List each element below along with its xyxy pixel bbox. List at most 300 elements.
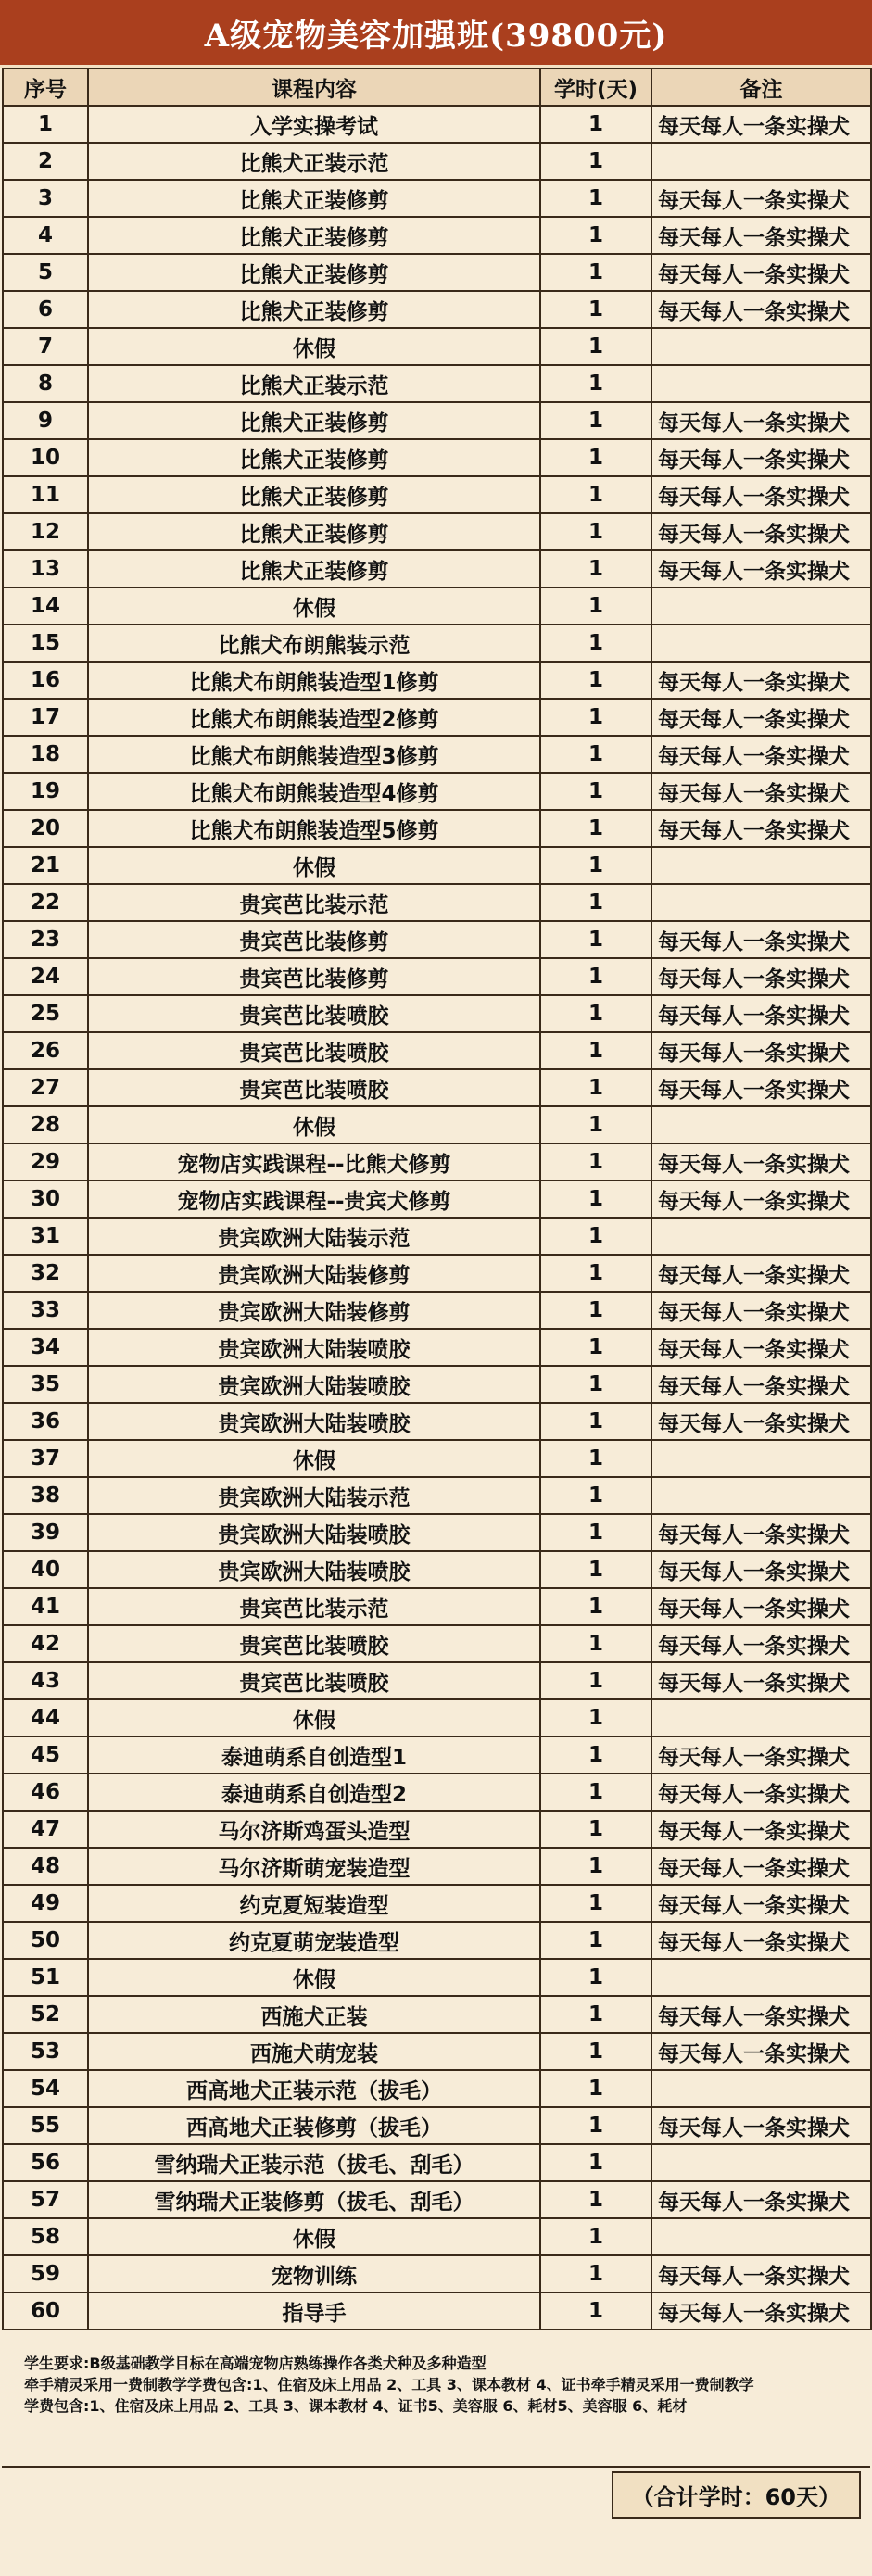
row-no: 6 [3, 291, 88, 328]
row-no: 47 [3, 1811, 88, 1848]
row-no: 13 [3, 550, 88, 587]
row-note: 每天每人一条实操犬 [651, 217, 871, 254]
table-row [3, 2292, 871, 2330]
row-note [651, 1106, 871, 1143]
row-note: 每天每人一条实操犬 [651, 773, 871, 810]
table-row [3, 1848, 871, 1885]
row-content: 比熊犬正装修剪 [88, 402, 540, 439]
row-note: 每天每人一条实操犬 [651, 1403, 871, 1440]
row-hours: 1 [540, 625, 651, 662]
row-note: 每天每人一条实操犬 [651, 1774, 871, 1811]
row-note: 每天每人一条实操犬 [651, 254, 871, 291]
table-row [3, 1551, 871, 1588]
row-content: 比熊犬布朗熊装造型4修剪 [88, 773, 540, 810]
row-no: 43 [3, 1662, 88, 1699]
row-note: 每天每人一条实操犬 [651, 995, 871, 1032]
row-no: 10 [3, 439, 88, 476]
row-no: 49 [3, 1885, 88, 1922]
row-content: 休假 [88, 847, 540, 884]
row-no: 11 [3, 476, 88, 513]
row-hours: 1 [540, 1996, 651, 2033]
table-row [3, 291, 871, 328]
course-table [2, 68, 872, 2330]
row-content: 比熊犬正装修剪 [88, 291, 540, 328]
row-no: 28 [3, 1106, 88, 1143]
row-no: 33 [3, 1292, 88, 1329]
table-row [3, 402, 871, 439]
row-hours: 1 [540, 1477, 651, 1514]
table-row [3, 1292, 871, 1329]
table-row [3, 1514, 871, 1551]
row-no: 46 [3, 1774, 88, 1811]
row-no: 52 [3, 1996, 88, 2033]
row-content: 贵宾欧洲大陆装示范 [88, 1477, 540, 1514]
row-hours: 1 [540, 1774, 651, 1811]
row-note: 每天每人一条实操犬 [651, 1625, 871, 1662]
row-hours: 1 [540, 365, 651, 402]
footer-notes [2, 2330, 870, 2468]
row-hours: 1 [540, 1143, 651, 1181]
row-no: 58 [3, 2218, 88, 2255]
footer-line-fees-2: 学费包含:1、住宿及床上用品 2、工具 3、课本教材 4、证书5、美容服 6、耗材5、美容服 6、耗材 [24, 2397, 688, 2415]
row-content: 贵宾芭比装喷胶 [88, 1625, 540, 1662]
row-hours: 1 [540, 1218, 651, 1255]
row-hours: 1 [540, 1106, 651, 1143]
row-note: 每天每人一条实操犬 [651, 2107, 871, 2144]
total-row [0, 2468, 872, 2521]
row-note [651, 847, 871, 884]
row-content: 比熊犬正装修剪 [88, 513, 540, 550]
row-note: 每天每人一条实操犬 [651, 180, 871, 217]
header-content: 课程内容 [88, 69, 540, 106]
table-row [3, 2255, 871, 2292]
row-note [651, 1699, 871, 1736]
table-row [3, 1811, 871, 1848]
table-row [3, 180, 871, 217]
table-row [3, 1885, 871, 1922]
table-row [3, 1069, 871, 1106]
table-row [3, 1403, 871, 1440]
row-hours: 1 [540, 1588, 651, 1625]
row-note: 每天每人一条实操犬 [651, 736, 871, 773]
row-note: 每天每人一条实操犬 [651, 662, 871, 699]
row-note: 每天每人一条实操犬 [651, 550, 871, 587]
row-note: 每天每人一条实操犬 [651, 402, 871, 439]
row-note [651, 625, 871, 662]
row-no: 24 [3, 958, 88, 995]
row-content: 宠物店实践课程--贵宾犬修剪 [88, 1181, 540, 1218]
row-content: 休假 [88, 2218, 540, 2255]
row-no: 35 [3, 1366, 88, 1403]
row-content: 西施犬正装 [88, 1996, 540, 2033]
table-row [3, 1366, 871, 1403]
row-no: 22 [3, 884, 88, 921]
table-row [3, 476, 871, 513]
row-hours: 1 [540, 1811, 651, 1848]
row-hours: 1 [540, 1069, 651, 1106]
table-row [3, 1922, 871, 1959]
row-content: 贵宾欧洲大陆装喷胶 [88, 1366, 540, 1403]
table-row [3, 217, 871, 254]
row-hours: 1 [540, 106, 651, 143]
row-note: 每天每人一条实操犬 [651, 1032, 871, 1069]
row-note: 每天每人一条实操犬 [651, 2292, 871, 2330]
row-no: 21 [3, 847, 88, 884]
row-content: 贵宾欧洲大陆装喷胶 [88, 1403, 540, 1440]
row-no: 51 [3, 1959, 88, 1996]
row-no: 44 [3, 1699, 88, 1736]
row-hours: 1 [540, 1329, 651, 1366]
row-hours: 1 [540, 1885, 651, 1922]
row-no: 16 [3, 662, 88, 699]
row-note: 每天每人一条实操犬 [651, 1885, 871, 1922]
table-row [3, 1440, 871, 1477]
row-no: 8 [3, 365, 88, 402]
row-hours: 1 [540, 699, 651, 736]
row-content: 宠物训练 [88, 2255, 540, 2292]
row-hours: 1 [540, 2070, 651, 2107]
row-no: 18 [3, 736, 88, 773]
row-hours: 1 [540, 2218, 651, 2255]
row-hours: 1 [540, 773, 651, 810]
row-no: 57 [3, 2181, 88, 2218]
row-hours: 1 [540, 958, 651, 995]
table-row [3, 1218, 871, 1255]
table-row [3, 1329, 871, 1366]
table-row [3, 847, 871, 884]
row-content: 马尔济斯鸡蛋头造型 [88, 1811, 540, 1848]
row-note [651, 1959, 871, 1996]
table-row [3, 699, 871, 736]
row-note [651, 365, 871, 402]
row-note [651, 1477, 871, 1514]
table-row [3, 1032, 871, 1069]
row-content: 比熊犬正装修剪 [88, 550, 540, 587]
row-hours: 1 [540, 587, 651, 625]
table-row [3, 1181, 871, 1218]
row-content: 西施犬萌宠装 [88, 2033, 540, 2070]
row-note [651, 1218, 871, 1255]
row-hours: 1 [540, 513, 651, 550]
row-content: 雪纳瑞犬正装示范（拔毛、刮毛） [88, 2144, 540, 2181]
row-hours: 1 [540, 1699, 651, 1736]
row-content: 贵宾芭比装修剪 [88, 921, 540, 958]
table-row [3, 106, 871, 143]
table-row [3, 884, 871, 921]
row-no: 26 [3, 1032, 88, 1069]
row-no: 17 [3, 699, 88, 736]
row-note: 每天每人一条实操犬 [651, 1514, 871, 1551]
table-row [3, 1959, 871, 1996]
row-note: 每天每人一条实操犬 [651, 439, 871, 476]
row-content: 比熊犬正装修剪 [88, 476, 540, 513]
row-content: 比熊犬布朗熊装示范 [88, 625, 540, 662]
table-row [3, 550, 871, 587]
row-hours: 1 [540, 921, 651, 958]
row-no: 53 [3, 2033, 88, 2070]
row-hours: 1 [540, 884, 651, 921]
table-row [3, 2218, 871, 2255]
row-hours: 1 [540, 2255, 651, 2292]
row-hours: 1 [540, 1959, 651, 1996]
row-note: 每天每人一条实操犬 [651, 810, 871, 847]
row-no: 40 [3, 1551, 88, 1588]
row-content: 比熊犬正装修剪 [88, 217, 540, 254]
table-row [3, 365, 871, 402]
row-hours: 1 [540, 550, 651, 587]
row-note [651, 2218, 871, 2255]
row-content: 贵宾欧洲大陆装修剪 [88, 1255, 540, 1292]
row-hours: 1 [540, 291, 651, 328]
table-row [3, 810, 871, 847]
row-no: 55 [3, 2107, 88, 2144]
row-content: 宠物店实践课程--比熊犬修剪 [88, 1143, 540, 1181]
row-content: 贵宾芭比装修剪 [88, 958, 540, 995]
row-note: 每天每人一条实操犬 [651, 1292, 871, 1329]
row-no: 41 [3, 1588, 88, 1625]
table-row [3, 1699, 871, 1736]
row-no: 56 [3, 2144, 88, 2181]
table-row [3, 439, 871, 476]
row-content: 贵宾芭比装示范 [88, 884, 540, 921]
row-content: 西高地犬正装示范（拔毛） [88, 2070, 540, 2107]
table-row [3, 143, 871, 180]
table-row [3, 587, 871, 625]
row-no: 39 [3, 1514, 88, 1551]
row-no: 12 [3, 513, 88, 550]
row-content: 比熊犬正装示范 [88, 143, 540, 180]
row-hours: 1 [540, 2107, 651, 2144]
row-no: 7 [3, 328, 88, 365]
row-hours: 1 [540, 180, 651, 217]
row-content: 比熊犬正装修剪 [88, 254, 540, 291]
table-row [3, 1106, 871, 1143]
row-hours: 1 [540, 402, 651, 439]
row-no: 14 [3, 587, 88, 625]
row-note: 每天每人一条实操犬 [651, 1143, 871, 1181]
row-note [651, 328, 871, 365]
row-hours: 1 [540, 810, 651, 847]
page-title: A级宠物美容加强班(39800元) [0, 0, 872, 68]
row-no: 42 [3, 1625, 88, 1662]
table-row [3, 2181, 871, 2218]
row-content: 休假 [88, 587, 540, 625]
row-note: 每天每人一条实操犬 [651, 1811, 871, 1848]
row-content: 休假 [88, 328, 540, 365]
table-row [3, 1774, 871, 1811]
row-no: 59 [3, 2255, 88, 2292]
row-no: 50 [3, 1922, 88, 1959]
row-content: 休假 [88, 1699, 540, 1736]
row-no: 36 [3, 1403, 88, 1440]
row-content: 比熊犬布朗熊装造型3修剪 [88, 736, 540, 773]
header-no: 序号 [3, 69, 88, 106]
table-row [3, 1996, 871, 2033]
row-note [651, 587, 871, 625]
row-no: 25 [3, 995, 88, 1032]
row-hours: 1 [540, 439, 651, 476]
row-no: 32 [3, 1255, 88, 1292]
table-row [3, 921, 871, 958]
table-row [3, 736, 871, 773]
row-no: 4 [3, 217, 88, 254]
row-no: 27 [3, 1069, 88, 1106]
table-row [3, 1143, 871, 1181]
header-hours: 学时(天) [540, 69, 651, 106]
table-row [3, 2107, 871, 2144]
row-content: 比熊犬布朗熊装造型1修剪 [88, 662, 540, 699]
row-hours: 1 [540, 476, 651, 513]
row-note: 每天每人一条实操犬 [651, 1736, 871, 1774]
table-row [3, 773, 871, 810]
row-no: 15 [3, 625, 88, 662]
table-row [3, 2070, 871, 2107]
row-note: 每天每人一条实操犬 [651, 1588, 871, 1625]
row-no: 45 [3, 1736, 88, 1774]
row-note [651, 2144, 871, 2181]
row-note: 每天每人一条实操犬 [651, 2181, 871, 2218]
row-note [651, 1440, 871, 1477]
row-no: 9 [3, 402, 88, 439]
row-content: 入学实操考试 [88, 106, 540, 143]
row-hours: 1 [540, 1662, 651, 1699]
footer-line-fees-1: 牵手精灵采用一费制教学学费包含:1、住宿及床上用品 2、工具 3、课本教材 4、证书牵手精灵采用一费制教学 [24, 2376, 754, 2393]
row-note: 每天每人一条实操犬 [651, 699, 871, 736]
total-hours-badge: （合计学时：60天） [612, 2471, 861, 2519]
row-hours: 1 [540, 1848, 651, 1885]
row-note: 每天每人一条实操犬 [651, 476, 871, 513]
row-no: 60 [3, 2292, 88, 2330]
row-hours: 1 [540, 1032, 651, 1069]
row-content: 贵宾芭比装喷胶 [88, 995, 540, 1032]
row-content: 约克夏短装造型 [88, 1885, 540, 1922]
row-no: 30 [3, 1181, 88, 1218]
table-row [3, 958, 871, 995]
row-content: 约克夏萌宠装造型 [88, 1922, 540, 1959]
row-note: 每天每人一条实操犬 [651, 2033, 871, 2070]
row-no: 54 [3, 2070, 88, 2107]
row-hours: 1 [540, 1292, 651, 1329]
row-hours: 1 [540, 2292, 651, 2330]
table-row [3, 1477, 871, 1514]
row-hours: 1 [540, 328, 651, 365]
row-content: 贵宾欧洲大陆装示范 [88, 1218, 540, 1255]
row-content: 休假 [88, 1959, 540, 1996]
row-hours: 1 [540, 2181, 651, 2218]
row-note: 每天每人一条实操犬 [651, 1329, 871, 1366]
row-content: 指导手 [88, 2292, 540, 2330]
row-note: 每天每人一条实操犬 [651, 921, 871, 958]
row-content: 贵宾欧洲大陆装修剪 [88, 1292, 540, 1329]
row-note: 每天每人一条实操犬 [651, 1996, 871, 2033]
row-no: 31 [3, 1218, 88, 1255]
row-no: 1 [3, 106, 88, 143]
row-hours: 1 [540, 2144, 651, 2181]
table-row [3, 2144, 871, 2181]
row-note: 每天每人一条实操犬 [651, 291, 871, 328]
row-content: 泰迪萌系自创造型1 [88, 1736, 540, 1774]
row-hours: 1 [540, 1440, 651, 1477]
table-row [3, 1588, 871, 1625]
row-hours: 1 [540, 2033, 651, 2070]
row-content: 贵宾芭比装喷胶 [88, 1032, 540, 1069]
row-hours: 1 [540, 1366, 651, 1403]
row-hours: 1 [540, 1403, 651, 1440]
row-no: 37 [3, 1440, 88, 1477]
row-no: 38 [3, 1477, 88, 1514]
row-content: 泰迪萌系自创造型2 [88, 1774, 540, 1811]
row-content: 西高地犬正装修剪（拔毛） [88, 2107, 540, 2144]
table-row [3, 1662, 871, 1699]
row-content: 马尔济斯萌宠装造型 [88, 1848, 540, 1885]
table-row [3, 254, 871, 291]
row-note [651, 2070, 871, 2107]
row-hours: 1 [540, 995, 651, 1032]
row-content: 贵宾欧洲大陆装喷胶 [88, 1329, 540, 1366]
row-no: 29 [3, 1143, 88, 1181]
row-content: 比熊犬正装修剪 [88, 180, 540, 217]
row-note [651, 884, 871, 921]
footer-line-requirement: 学生要求:B级基础教学目标在高端宠物店熟练操作各类犬种及多种造型 [24, 2355, 487, 2372]
row-content: 比熊犬正装示范 [88, 365, 540, 402]
table-row [3, 1736, 871, 1774]
row-no: 23 [3, 921, 88, 958]
row-hours: 1 [540, 1181, 651, 1218]
row-no: 2 [3, 143, 88, 180]
row-note: 每天每人一条实操犬 [651, 2255, 871, 2292]
row-content: 贵宾欧洲大陆装喷胶 [88, 1514, 540, 1551]
table-row [3, 625, 871, 662]
table-row [3, 513, 871, 550]
row-hours: 1 [540, 1514, 651, 1551]
row-content: 比熊犬布朗熊装造型5修剪 [88, 810, 540, 847]
row-no: 48 [3, 1848, 88, 1885]
table-row [3, 328, 871, 365]
row-content: 贵宾芭比装喷胶 [88, 1662, 540, 1699]
table-header-row [3, 69, 871, 106]
row-content: 贵宾芭比装示范 [88, 1588, 540, 1625]
row-content: 贵宾芭比装喷胶 [88, 1069, 540, 1106]
row-hours: 1 [540, 217, 651, 254]
row-note: 每天每人一条实操犬 [651, 1366, 871, 1403]
row-note: 每天每人一条实操犬 [651, 1069, 871, 1106]
row-hours: 1 [540, 847, 651, 884]
table-row [3, 995, 871, 1032]
row-no: 5 [3, 254, 88, 291]
table-row [3, 1625, 871, 1662]
row-hours: 1 [540, 1255, 651, 1292]
row-hours: 1 [540, 143, 651, 180]
row-hours: 1 [540, 1922, 651, 1959]
row-note: 每天每人一条实操犬 [651, 513, 871, 550]
row-note: 每天每人一条实操犬 [651, 1848, 871, 1885]
row-hours: 1 [540, 662, 651, 699]
row-content: 比熊犬布朗熊装造型2修剪 [88, 699, 540, 736]
row-note: 每天每人一条实操犬 [651, 958, 871, 995]
table-row [3, 2033, 871, 2070]
row-no: 34 [3, 1329, 88, 1366]
row-hours: 1 [540, 1551, 651, 1588]
row-no: 20 [3, 810, 88, 847]
table-row [3, 1255, 871, 1292]
row-note: 每天每人一条实操犬 [651, 1181, 871, 1218]
row-note: 每天每人一条实操犬 [651, 1922, 871, 1959]
row-content: 比熊犬正装修剪 [88, 439, 540, 476]
row-hours: 1 [540, 736, 651, 773]
row-hours: 1 [540, 1625, 651, 1662]
table-row [3, 662, 871, 699]
row-hours: 1 [540, 254, 651, 291]
